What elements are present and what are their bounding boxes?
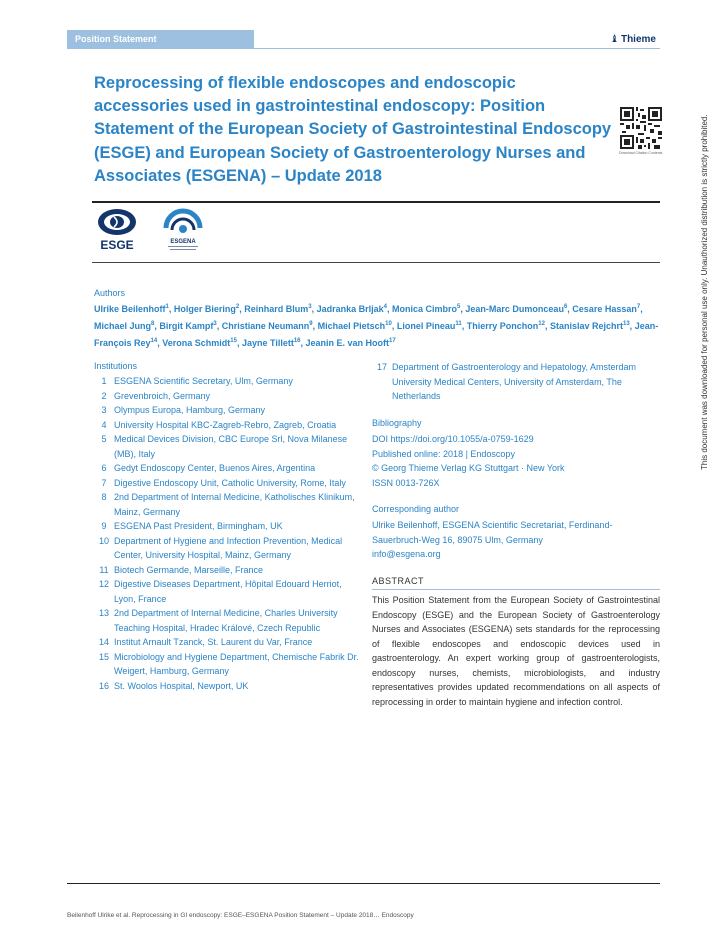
institution-row: [94, 679, 362, 694]
institution-number: 14: [98, 637, 109, 647]
institution-number: 4: [101, 419, 107, 430]
bibliography-block: [372, 432, 660, 490]
corresponding-block: [372, 518, 660, 562]
doi-link[interactable]: https://doi.org/10.1055/a-0759-1629: [390, 434, 534, 444]
author-affiliation-number: 13: [622, 321, 630, 327]
author-affiliation-number: 16: [293, 338, 301, 344]
institution-number: 6: [101, 463, 107, 473]
author-name: Jean-François Rey: [94, 321, 659, 348]
institution-number: 2: [101, 390, 107, 401]
institution-text: 2nd Department of Internal Medicine, Charles University Teaching Hospital, Hradec Králové, Czech Republic: [114, 608, 338, 633]
institution-text: ESGENA Scientific Secretary, Ulm, Germany: [114, 376, 293, 386]
corresponding-address: Ulrike Beilenhoff, ESGENA Scientific Secretariat, Ferdinand-Sauerbruch-Weg 16, 89075 Ulm, Germany: [372, 520, 613, 545]
esgena-logo: [160, 206, 206, 254]
author-affiliation-number: 17: [389, 338, 396, 344]
author-affiliation-number: 7: [636, 304, 641, 310]
institution-row: [94, 490, 362, 519]
institution-row: [94, 519, 362, 534]
institution-number: 17: [376, 362, 387, 372]
institution-text: ESGENA Past President, Birmingham, UK: [114, 521, 283, 531]
bibliography-heading: Bibliography: [372, 418, 422, 428]
esge-logo-text: ESGE: [100, 238, 134, 252]
author-name: Cesare Hassan: [572, 304, 637, 314]
author-name: Holger Biering: [173, 304, 236, 314]
institution-number: 5: [101, 434, 107, 444]
side-notice: This document was downloaded for personal use only. Unauthorized distribution is strictly prohibited.: [700, 114, 709, 470]
author-name: Verona Schmidt: [162, 338, 231, 348]
institution-text: Biotech Germande, Marseille, France: [114, 564, 264, 575]
institution-row: [94, 635, 362, 650]
abstract-rule: [372, 589, 660, 590]
institution-text: Digestive Endoscopy Unit, Catholic University, Rome, Italy: [114, 477, 346, 488]
author-affiliation-number: 9: [309, 321, 313, 327]
author-name: Christiane Neumann: [221, 321, 310, 331]
institution-number: 3: [101, 405, 107, 415]
institution-number: 16: [98, 680, 109, 691]
institution-number: 8: [101, 492, 107, 502]
institution-text: Microbiology and Hygiene Department, Chemische Fabrik Dr. Weigert, Hamburg, Germany: [114, 651, 359, 676]
author-affiliation-number: 2: [235, 304, 240, 310]
author-affiliation-number: 8: [151, 321, 155, 327]
author-affiliation-number: 6: [563, 304, 568, 310]
institution-text: Department of Gastroenterology and Hepatology, Amsterdam University Medical Centers, University of Amsterdam, The Netherlands: [392, 362, 636, 401]
author-affiliation-number: 3: [308, 304, 312, 310]
institution-text: Department of Hygiene and Infection Prevention, Medical Center, University Hospital, Mainz, Germany: [114, 535, 343, 560]
institution-number: 15: [98, 651, 109, 662]
institution-row: [94, 476, 362, 491]
author-affiliation-number: 14: [150, 338, 158, 344]
corresponding-email[interactable]: info@esgena.org: [372, 549, 441, 559]
author-affiliation-number: 12: [538, 321, 545, 327]
institution-number: 12: [98, 579, 109, 589]
qr-code-icon[interactable]: [620, 107, 662, 149]
author-name: Jadranka Brljak: [316, 304, 384, 314]
published-line: Published online: 2018 | Endoscopy: [372, 448, 515, 459]
institution-number: 13: [98, 608, 109, 618]
publisher-name: Thieme: [620, 34, 656, 45]
logo-bottom-rule: [92, 262, 660, 263]
institution-text: University Hospital KBC-Zagreb-Rebro, Zagreb, Croatia: [114, 419, 337, 430]
author-name: Thierry Ponchon: [466, 321, 539, 331]
abstract-text: This Position Statement from the European Society of Gastrointestinal Endoscopy (ESGE) and the European Society of Gastroenterology Nurses and Associates (ESGENA) sets standards for the reprocessing of flexible endoscopes and endoscopic devices used in gastroenterology. An expert working group of gastroenterologists, endoscopy nurses, chemists, microbiologists, and industry representatives provides updated recommendations on all aspects of reprocessing in order to maintain hygiene and infection control.: [372, 595, 660, 707]
author-affiliation-number: 15: [230, 338, 237, 344]
institution-row: [94, 374, 362, 389]
issn-line: ISSN 0013-726X: [372, 477, 440, 488]
institution-row: [94, 534, 362, 563]
author-name: Birgit Kampf: [159, 321, 214, 331]
author-affiliation-number: 3: [213, 321, 217, 327]
esgena-logo-text: ESGENA: [170, 239, 196, 245]
institution-list: [94, 374, 362, 693]
institution-number: 1: [101, 376, 107, 386]
institution-row: [94, 606, 362, 635]
institution-row: [94, 389, 362, 404]
institution-text: Gedyt Endoscopy Center, Buenos Aires, Argentina: [114, 463, 316, 473]
header-rule: [254, 48, 660, 49]
author-affiliation-number: 5: [457, 304, 461, 310]
copyright-line: © Georg Thieme Verlag KG Stuttgart · New York: [372, 463, 565, 473]
institution-row: [94, 432, 362, 461]
author-list: Ulrike Beilenhoff$^1$, Holger Biering$^2$, Reinhard Blum$^3$, Jadranka Brljak$^4$, Monica Cimbro$^5$, Jean-Marc Dumonceau$^6$, Cesare Hassan$^7$, Michael Jung$^8$, Birgit Kampf$^3$, Christiane Neumann$^9$, Michael Pietsch$^{10}$, Lionel Pineau$^{11}$, Thierry Ponchon$^{12}$, Stanislav Rejchrt$^{13}$, Jean-François Rey$^{14}$, Verona Schmidt$^{15}$, Jayne Tillett$^{16}$, Jeanin E. van Hooft$^{17}$: [94, 304, 659, 348]
author-affiliation-number: 4: [383, 304, 388, 310]
author-name: Michael Jung: [94, 321, 152, 331]
author-name: Ulrike Beilenhoff: [94, 304, 166, 314]
doi-label: DOI: [372, 434, 389, 444]
author-name: Jayne Tillett: [241, 338, 294, 348]
institution-text: Medical Devices Division, CBC Europe Srl, Nova Milanese (MB), Italy: [114, 434, 348, 459]
page-footer: Beilenhoff Ulrike et al. Reprocessing in GI endoscopy: ESGE–ESGENA Position Statement – Update 2018… Endoscopy: [67, 912, 414, 919]
publisher-logo: [610, 34, 656, 45]
author-affiliation-number: 11: [455, 321, 462, 327]
institution-row: [94, 461, 362, 476]
institution-row: [94, 650, 362, 679]
institution-number: 9: [101, 521, 107, 531]
institution-text: St. Woolos Hospital, Newport, UK: [114, 680, 249, 691]
footer-rule: [67, 883, 660, 884]
author-affiliation-number: 1: [165, 304, 169, 310]
institution-row: [94, 563, 362, 578]
esge-logo: [94, 206, 140, 254]
author-name: Jean-Marc Dumonceau: [465, 304, 564, 314]
author-name: Monica Cimbro: [392, 304, 458, 314]
institution-text: Grevenbroich, Germany: [114, 390, 211, 401]
author-affiliation-number: 10: [385, 321, 392, 327]
institutions-heading: Institutions: [94, 361, 138, 371]
institution-text: Olympus Europa, Hamburg, Germany: [114, 405, 266, 415]
institution-row: [94, 577, 362, 606]
section-label: Position Statement: [75, 34, 157, 44]
institution-row: [94, 403, 362, 418]
abstract-heading: ABSTRACT: [372, 576, 425, 586]
author-name: Stanislav Rejchrt: [549, 321, 623, 331]
author-name: Michael Pietsch: [317, 321, 386, 331]
institution-text: 2nd Department of Internal Medicine, Katholisches Klinikum, Mainz, Germany: [114, 492, 355, 517]
institution-number: 11: [99, 564, 109, 575]
institution-number: 10: [98, 535, 109, 546]
qr-caption: Download Citation Contents: [619, 151, 663, 155]
thieme-mark-icon: ♝: [610, 34, 619, 45]
corresponding-heading: Corresponding author: [372, 504, 460, 514]
author-name: Jeanin E. van Hooft: [305, 338, 390, 348]
institution-row: [94, 418, 362, 433]
institution-17: [372, 360, 660, 404]
institution-text: Institut Arnault Tzanck, St. Laurent du Var, France: [114, 637, 313, 647]
authors-heading: Authors: [94, 288, 126, 298]
author-name: Lionel Pineau: [396, 321, 456, 331]
institution-number: 7: [101, 477, 107, 488]
logo-top-rule: [92, 201, 660, 203]
institution-text: Digestive Diseases Department, Hôpital Edouard Herriot, Lyon, France: [114, 579, 342, 604]
article-title: Reprocessing of flexible endoscopes and endoscopic accessories used in gastrointestinal endoscopy: Position Statement of the European Society of Gastrointestinal Endoscopy (ESGE) and European Society of Gastroenterology Nurses and Associates (ESGENA) – Update 2018: [94, 74, 612, 185]
author-name: Reinhard Blum: [244, 304, 309, 314]
